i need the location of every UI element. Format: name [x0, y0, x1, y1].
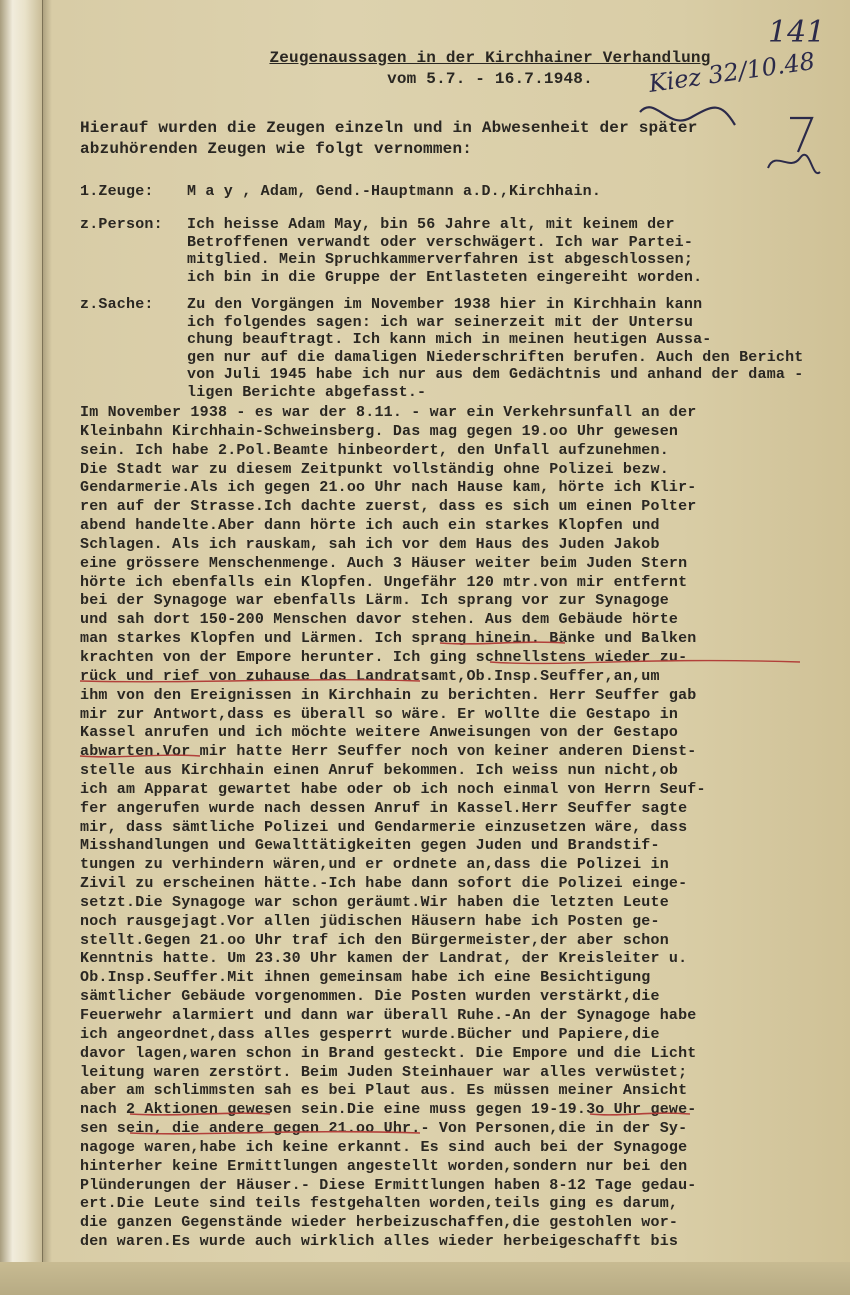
person-line: Betroffenen verwandt oder verschwägert. Ich war Partei-: [187, 233, 694, 251]
binding-shadow: [42, 0, 52, 1295]
body-line: ren auf der Strasse.Ich dachte zuerst, dass es sich um einen Polter: [80, 498, 697, 516]
matter-line: gen nur auf die damaligen Niederschriften berufen. Auch den Bericht: [187, 348, 804, 366]
body-line: sein. Ich habe 2.Pol.Beamte hinbeordert, den Unfall aufzunehmen.: [80, 441, 669, 459]
body-line: abwarten.Vor mir hatte Herr Seuffer noch von keiner anderen Dienst-: [80, 743, 697, 761]
body-line: sen sein, die andere gegen 21.oo Uhr.- Von Personen,die in der Sy-: [80, 1120, 688, 1138]
matter-line: ich folgendes sagen: ich war seinerzeit mit der Untersu: [187, 313, 694, 331]
testimony-body: [80, 404, 840, 1252]
body-line: Die Stadt war zu diesem Zeitpunkt vollständig ohne Polizei bezw.: [80, 460, 669, 478]
page-bottom-edge: [0, 1262, 850, 1295]
intro-line: Hierauf wurden die Zeugen einzeln und in Abwesenheit der später: [80, 119, 698, 137]
body-line: sämtlicher Gebäude vorgenommen. Die Posten wurden verstärkt,die: [80, 988, 660, 1006]
body-line: bei der Synagoge war ebenfalls Lärm. Ich sprang vor zur Synagoge: [80, 592, 669, 610]
body-line: ich angeordnet,dass alles gesperrt wurde.Bücher und Papiere,die: [80, 1025, 660, 1043]
body-line: Schlagen. Als ich rauskam, sah ich vor dem Haus des Juden Jakob: [80, 535, 660, 553]
person-statement: [187, 216, 837, 286]
body-line: ihm von den Ereignissen in Kirchhain zu berichten. Herr Seuffer gab: [80, 686, 697, 704]
body-line: fer angerufen wurde nach dessen Anruf in Kassel.Herr Seuffer sagte: [80, 799, 688, 817]
matter-line: Zu den Vorgängen im November 1938 hier in Kirchhain kann: [187, 296, 703, 313]
title-line: Zeugenaussagen in der Kirchhainer Verhandlung: [269, 49, 711, 67]
body-line: Misshandlungen und Gewalttätigkeiten gegen Juden und Brandstif-: [80, 837, 660, 855]
body-line: krachten von der Empore herunter. Ich ging schnellstens wieder zu-: [80, 648, 688, 666]
body-line: ert.Die Leute sind teils festgehalten worden,teils ging es darum,: [80, 1195, 679, 1213]
matter-line: chung beauftragt. Ich kann mich in meinen heutigen Aussa-: [187, 331, 712, 348]
matter-line: ligen Berichte abgefasst.-: [187, 383, 427, 401]
body-line: und sah dort 150-200 Menschen davor stehen. Aus dem Gebäude hörte: [80, 611, 679, 629]
intro-paragraph: [80, 118, 800, 160]
page-number: 141: [768, 15, 826, 50]
body-line: den waren.Es wurde auch wirklich alles wieder herbeigeschafft bis: [80, 1233, 679, 1251]
body-line: Kassel anrufen und ich möchte weitere Anweisungen von der Gestapo: [80, 724, 679, 742]
body-line: stelle aus Kirchhain einen Anruf bekommen. Ich weiss nun nicht,ob: [80, 762, 679, 780]
body-line: Plünderungen der Häuser.- Diese Ermittlungen haben 8-12 Tage gedau-: [80, 1176, 697, 1194]
body-line: leitung waren zerstört. Beim Juden Steinhauer war alles verwüstet;: [80, 1063, 688, 1081]
binding-strip: [0, 0, 43, 1295]
person-line: mitglied. Mein Spruchkammerverfahren ist abgeschlossen;: [187, 251, 694, 268]
body-line: stellt.Gegen 21.oo Uhr traf ich den Bürgermeister,der aber schon: [80, 931, 669, 949]
body-line: nagoge waren,habe ich keine erkannt. Es sind auch bei der Synagoge: [80, 1138, 688, 1156]
body-line: ich am Apparat gewartet habe oder ob ich noch einmal von Herrn Seuf-: [80, 780, 706, 798]
body-line: Kleinbahn Kirchhain-Schweinsberg. Das mag gegen 19.oo Uhr gewesen: [80, 422, 679, 440]
body-line: rück und rief von zuhause das Landratsamt,Ob.Insp.Seuffer,an,um: [80, 667, 660, 685]
body-line: mir, dass sämtliche Polizei und Gendarmerie einzusetzen wäre, dass: [80, 818, 688, 836]
document-title: [230, 48, 750, 90]
body-line: man starkes Klopfen und Lärmen. Ich sprang hinein. Bänke und Balken: [80, 630, 697, 648]
witness-label: 1.Zeuge:: [80, 183, 154, 200]
body-line: tungen zu verhindern wären,und er ordnete an,dass die Polizei in: [80, 856, 669, 874]
body-line: Feuerwehr alarmiert und dann war überall Ruhe.-An der Synagoge habe: [80, 1007, 697, 1024]
person-line: Ich heisse Adam May, bin 56 Jahre alt, mit keinem der: [187, 216, 675, 233]
body-line: hinterher keine Ermittlungen angestellt worden,sondern nur bei den: [80, 1157, 688, 1175]
body-line: aber am schlimmsten sah es bei Plaut aus. Es müssen meiner Ansicht: [80, 1082, 688, 1100]
body-line: Zivil zu erscheinen hätte.-Ich habe dann sofort die Polizei einge-: [80, 875, 688, 893]
body-line: die ganzen Gegenstände wieder herbeizuschaffen,die gestohlen wor-: [80, 1214, 679, 1232]
person-label: z.Person:: [80, 216, 163, 233]
body-line: Gendarmerie.Als ich gegen 21.oo Uhr nach Hause kam, hörte ich Klir-: [80, 479, 697, 497]
matter-statement: [187, 296, 837, 401]
body-line: Kenntnis hatte. Um 23.30 Uhr kamen der Landrat, der Kreisleiter u.: [80, 950, 688, 968]
body-line: noch rausgejagt.Vor allen jüdischen Häusern habe ich Posten ge-: [80, 912, 660, 930]
handwritten-note: Kiez 32/10.48: [646, 46, 817, 98]
body-line: eine grössere Menschenmenge. Auch 3 Häuser weiter beim Juden Stern: [80, 554, 688, 572]
body-line: Im November 1938 - es war der 8.11. - war ein Verkehrsunfall an der: [80, 404, 697, 421]
body-line: abend handelte.Aber dann hörte ich auch ein starkes Klopfen und: [80, 517, 660, 535]
body-line: mir zur Antwort,dass es überall so wäre. Er wollte die Gestapo in: [80, 705, 679, 723]
title-date-line: vom 5.7. - 16.7.1948.: [387, 70, 593, 88]
body-line: hörte ich ebenfalls ein Klopfen. Ungefähr 120 mtr.von mir entfernt: [80, 573, 688, 591]
person-line: ich bin in die Gruppe der Entlasteten eingereiht worden.: [187, 268, 703, 286]
body-line: setzt.Die Synagoge war schon geräumt.Wir haben die letzten Leute: [80, 893, 669, 911]
matter-label: z.Sache:: [80, 296, 154, 313]
witness-name: M a y , Adam, Gend.-Hauptmann a.D.,Kirchhain.: [187, 183, 602, 200]
body-line: davor lagen,waren schon in Brand gesteckt. Die Empore und die Licht: [80, 1044, 697, 1062]
body-line: nach 2 Aktionen gewesen sein.Die eine muss gegen 19-19.3o Uhr gewe-: [80, 1101, 697, 1119]
intro-line: abzuhörenden Zeugen wie folgt vernommen:: [80, 140, 473, 158]
matter-line: von Juli 1945 habe ich nur aus dem Gedächtnis und anhand der dama -: [187, 366, 804, 383]
body-line: Ob.Insp.Seuffer.Mit ihnen gemeinsam habe ich eine Besichtigung: [80, 969, 651, 987]
